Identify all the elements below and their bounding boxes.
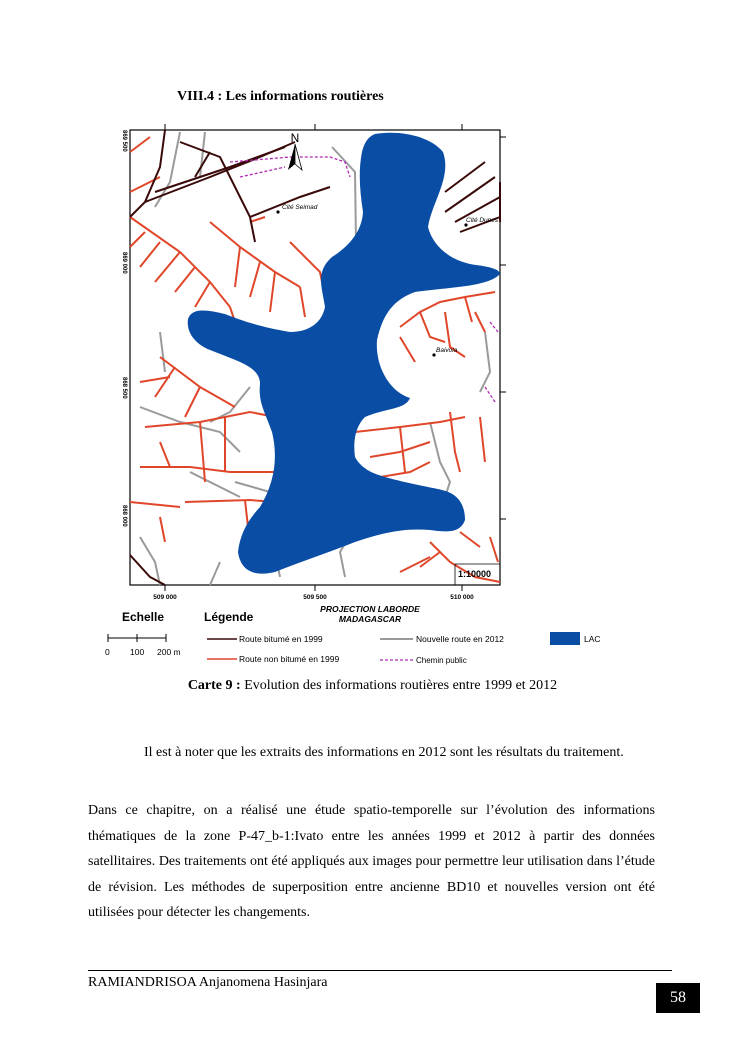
footer-divider xyxy=(88,970,672,971)
paragraph-conclusion: Dans ce chapitre, on a réalisé une étude spatio-temporelle sur l’évolution des informations thématiques de la zone P-47_b-1:Ivato entre les années 1999 et 2012 à partir des données satellitaires. Des traitements ont été appliqués aux images pour permettre leur utilisation dans l’étude de révision. Les méthodes de superposition entre ancienne BD10 et nouvelles version ont été utilisées pour détecter les changements. xyxy=(88,803,655,920)
north-label: N xyxy=(290,131,300,145)
legend-lake-label: LAC xyxy=(584,634,601,644)
footer-author: RAMIANDRISOA Anjanomena Hasinjara xyxy=(88,975,328,990)
scale-label: 100 xyxy=(130,647,145,657)
legend-new-road-label: Nouvelle route en 2012 xyxy=(416,634,504,644)
x-tick-label: 510 000 xyxy=(450,594,474,601)
scale-ratio: 1:10000 xyxy=(458,569,492,579)
projection-line-2: MADAGASCAR xyxy=(338,614,402,624)
place-baivola: Baivola xyxy=(436,347,458,354)
legend-paved-label: Route bitumé en 1999 xyxy=(239,634,323,644)
road-map-figure xyxy=(100,122,620,667)
place-cite-dunes: Cité Dunes xyxy=(466,217,499,224)
legend-unpaved-label: Route non bitumé en 1999 xyxy=(239,654,340,664)
y-tick-label: 869 000 xyxy=(121,252,127,274)
projection-line-1: PROJECTION LABORDE xyxy=(320,604,420,614)
x-tick-label: 509 000 xyxy=(153,594,177,601)
legend-path-label: Chemin public xyxy=(416,656,467,665)
map-svg xyxy=(100,122,620,667)
scale-label: 200 m xyxy=(157,647,181,657)
figure-caption xyxy=(0,678,745,694)
legend-swatch-lake xyxy=(550,632,580,645)
page-number: 58 xyxy=(656,983,700,1013)
y-tick-label: 869 500 xyxy=(121,130,127,152)
legend-title: Légende xyxy=(204,610,254,624)
place-cite-seimad: Cité Seimad xyxy=(282,204,318,211)
section-heading: VIII.4 : Les informations routières xyxy=(177,89,384,104)
place-marker xyxy=(276,210,279,213)
y-tick-label: 868 000 xyxy=(121,505,127,527)
x-tick-label: 509 500 xyxy=(303,594,327,601)
caption-label: Carte 9 : xyxy=(187,678,241,693)
scale-bar xyxy=(108,634,166,642)
echelle-title: Echelle xyxy=(122,610,165,624)
scale-label: 0 xyxy=(105,647,110,657)
y-tick-label: 868 500 xyxy=(121,377,127,399)
paragraph-note: Il est à noter que les extraits des informations en 2012 sont les résultats du traitement. xyxy=(144,745,624,760)
caption-text: Evolution des informations routières entre 1999 et 2012 xyxy=(240,678,558,693)
